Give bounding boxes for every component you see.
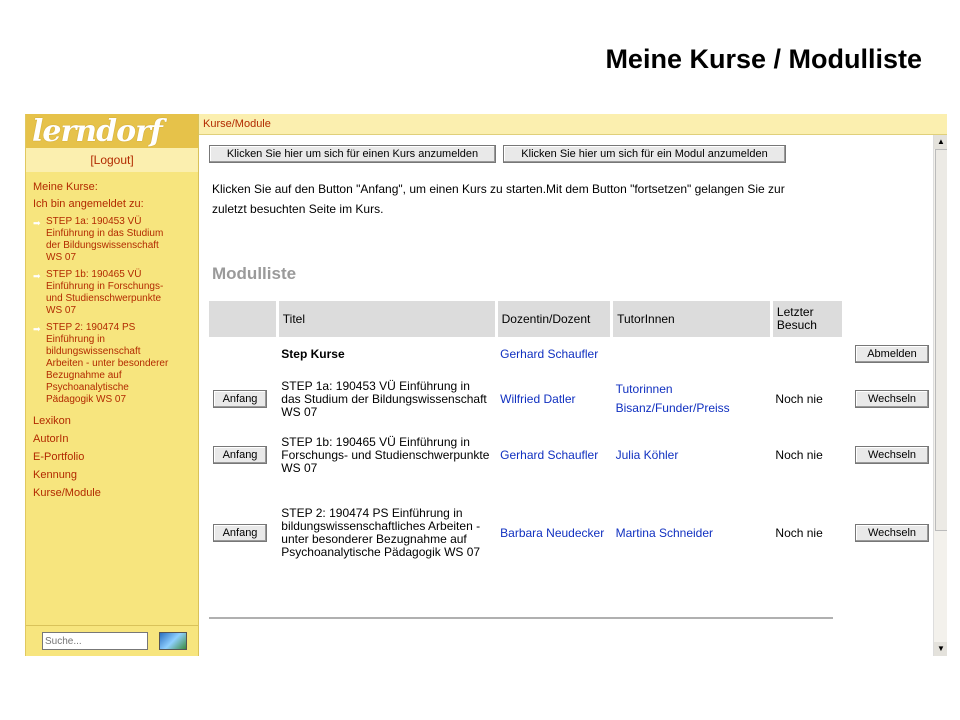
- sidebar-item-kurse-module[interactable]: Kurse/Module: [33, 487, 101, 499]
- intro-text: Klicken Sie auf den Button "Anfang", um einen Kurs zu starten.Mit dem Button "fortsetzen" gelangen Sie zur zuletzt besuchten Seite im Kurs.: [212, 182, 785, 216]
- table-row: [209, 427, 933, 483]
- sidebar-course-label: STEP 1a: 190453 VÜ Einführung in das Studium der Bildungswissenschaft WS 07: [46, 216, 164, 263]
- arrow-right-icon: ➡: [33, 271, 41, 281]
- vertical-scrollbar[interactable]: [933, 135, 947, 656]
- start-button[interactable]: Anfang: [213, 524, 267, 542]
- sidebar-item-eportfolio[interactable]: E-Portfolio: [33, 451, 85, 463]
- arrow-right-icon: ➡: [33, 218, 41, 228]
- header-last-visit: Letzter Besuch: [771, 301, 843, 337]
- tutors-link[interactable]: Julia Köhler: [615, 447, 679, 462]
- header-title: Titel: [277, 301, 496, 337]
- register-course-button[interactable]: Klicken Sie hier um sich für einen Kurs anzumelden: [209, 145, 496, 163]
- logo: [26, 114, 198, 148]
- table-row: [209, 371, 933, 427]
- sidebar-course-label: STEP 2: 190474 PS Einführung in bildungswissenschaft Arbeiten - unter besonderer Bezugnahme auf Psychoanalytische Pädagogik WS 07: [46, 322, 169, 405]
- table-row: [209, 337, 933, 371]
- course-title: STEP 1a: 190453 VÜ Einführung in das Studium der Bildungswissenschaft WS 07: [281, 378, 487, 419]
- lecturer-link[interactable]: Gerhard Schaufler: [500, 346, 599, 361]
- lecturer-link[interactable]: Gerhard Schaufler: [500, 447, 599, 462]
- switch-button[interactable]: Wechseln: [855, 446, 929, 464]
- logout-link[interactable]: [Logout]: [90, 153, 134, 167]
- last-visit: Noch nie: [775, 391, 823, 406]
- breadcrumb: Kurse/Module: [203, 118, 271, 130]
- table-header-row: [209, 301, 933, 337]
- search-input[interactable]: [42, 632, 148, 650]
- slide-title: Meine Kurse / Modulliste: [605, 44, 922, 74]
- scroll-up-icon[interactable]: ▲: [934, 135, 947, 149]
- course-title: STEP 2: 190474 PS Einführung in bildungswissenschaftliches Arbeiten - unter besonderer Bezugnahme auf Psychoanalytische Pädagogik WS 07: [281, 506, 481, 559]
- last-visit: Noch nie: [775, 525, 823, 540]
- lecturer-link[interactable]: Wilfried Datler: [500, 391, 576, 406]
- sidebar: [25, 114, 199, 656]
- switch-button[interactable]: Wechseln: [855, 524, 929, 542]
- logo-text: lerndorf: [32, 114, 162, 149]
- header-empty: [209, 301, 277, 337]
- header-tutors: TutorInnen: [612, 301, 772, 337]
- arrow-right-icon: ➡: [33, 324, 41, 334]
- divider: [209, 617, 833, 619]
- topbar: [199, 114, 947, 135]
- lecturer-link[interactable]: Barbara Neudecker: [500, 525, 605, 540]
- scrollbar-thumb[interactable]: [935, 149, 947, 531]
- search-go-icon[interactable]: [159, 632, 187, 650]
- start-button[interactable]: Anfang: [213, 390, 267, 408]
- course-title: STEP 1b: 190465 VÜ Einführung in Forschungs- und Studienschwerpunkte WS 07: [281, 434, 490, 475]
- sidebar-course-label: STEP 1b: 190465 VÜ Einführung in Forschungs- und Studienschwerpunkte WS 07: [46, 269, 164, 316]
- sidebar-course-step1a[interactable]: [26, 213, 198, 266]
- sidebar-item-autorin[interactable]: AutorIn: [33, 433, 69, 445]
- logout-row: [26, 148, 198, 173]
- main-content: [199, 135, 933, 656]
- my-courses-heading: Meine Kurse:: [33, 181, 98, 193]
- sidebar-item-kennung[interactable]: Kennung: [33, 469, 78, 481]
- start-button[interactable]: Anfang: [213, 446, 267, 464]
- header-action: [844, 301, 933, 337]
- search-area: [26, 625, 198, 656]
- table-row: [209, 483, 933, 583]
- last-visit: Noch nie: [775, 447, 823, 462]
- section-title: Modulliste: [212, 264, 297, 283]
- module-table: [209, 301, 933, 583]
- tutors-link[interactable]: Tutorinnen Bisanz/Funder/Preiss: [615, 382, 730, 415]
- sidebar-item-lexikon[interactable]: Lexikon: [33, 415, 71, 427]
- unsubscribe-button[interactable]: Abmelden: [855, 345, 929, 363]
- module-title: Step Kurse: [281, 346, 345, 361]
- scroll-down-icon[interactable]: ▼: [934, 642, 947, 656]
- sidebar-course-step2[interactable]: [26, 319, 198, 408]
- sidebar-course-step1b[interactable]: [26, 266, 198, 319]
- browser-frame: [25, 114, 947, 656]
- tutors-link[interactable]: Martina Schneider: [615, 525, 714, 540]
- register-module-button[interactable]: Klicken Sie hier um sich für ein Modul anzumelden: [503, 145, 786, 163]
- switch-button[interactable]: Wechseln: [855, 390, 929, 408]
- enrolled-heading: Ich bin angemeldet zu:: [33, 198, 144, 210]
- header-lecturer: Dozentin/Dozent: [496, 301, 611, 337]
